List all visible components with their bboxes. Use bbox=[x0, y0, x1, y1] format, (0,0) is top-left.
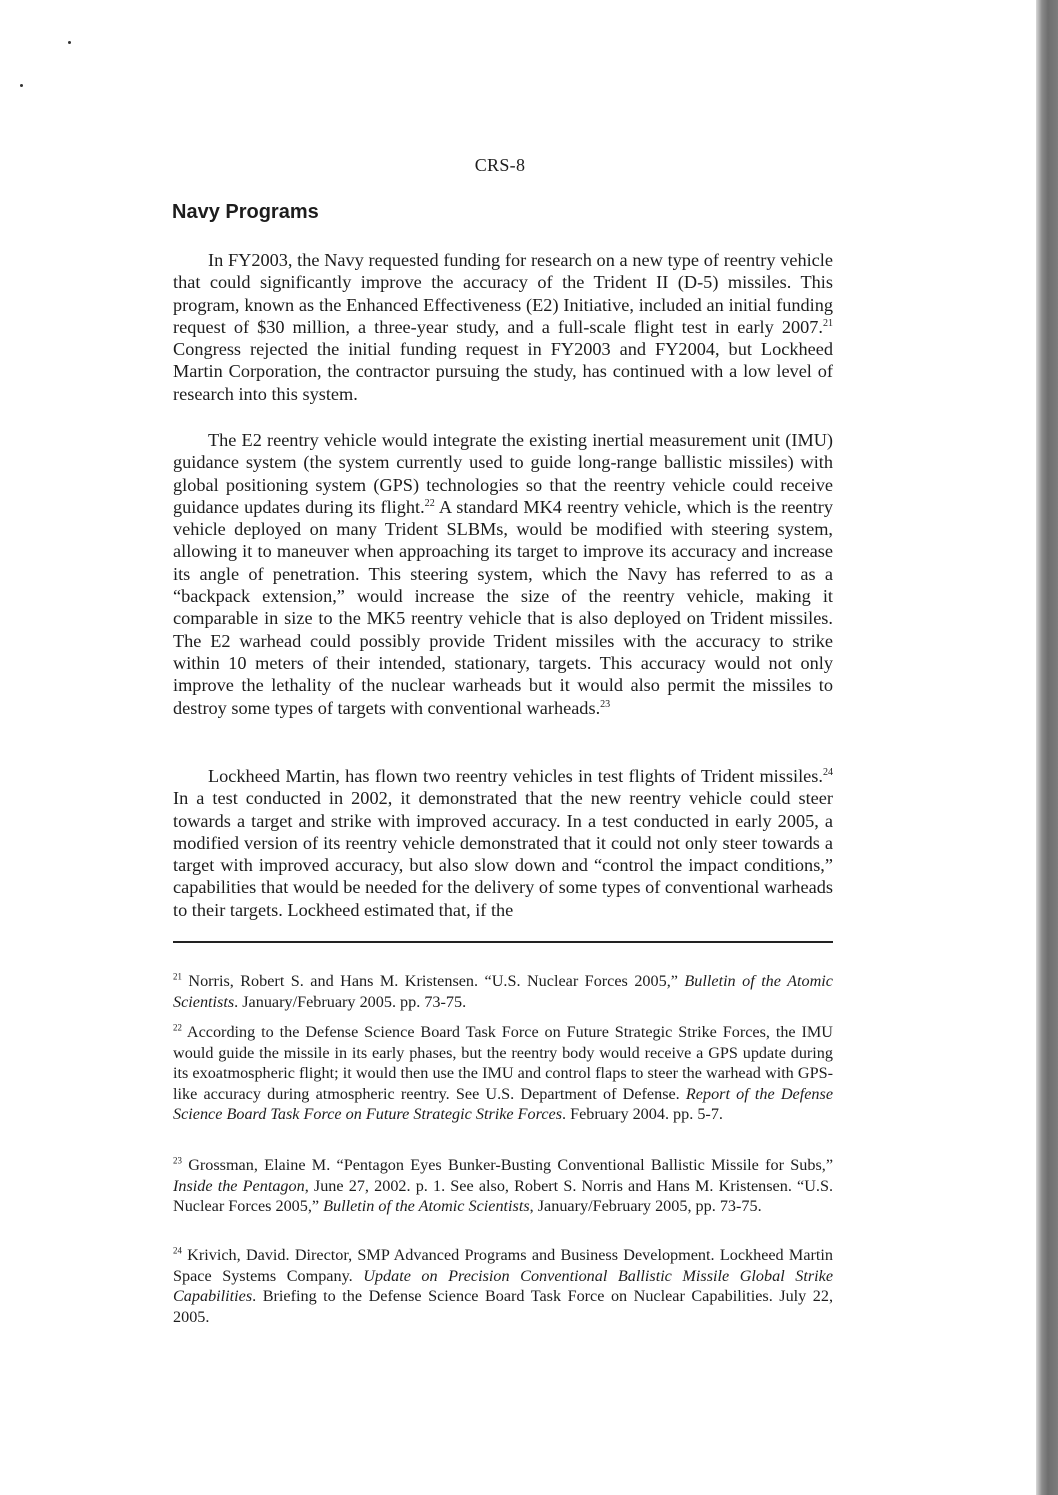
footnote-21 bbox=[173, 971, 833, 1012]
paragraph-text: A standard MK4 reentry vehicle, which is the reentry vehicle deployed on many Trident SLBMs, would be modified with steering system, allowing it to maneuver when approaching its target to improve its accuracy and increase its angle of penetration. This steering system, which the Navy has referred to as a “backpack extension,” would increase the size of the reentry vehicle, making it comparable in size to the MK5 reentry vehicle that is also deployed on Trident missiles. The E2 warhead could possibly provide Trident missiles with the accuracy to strike within 10 meters of their intended, stationary, targets. This accuracy would not only improve the lethality of the nuclear warheads but it would also permit the missiles to destroy some types of targets with conventional warheads. bbox=[173, 496, 833, 718]
footnote-ref-24: 24 bbox=[822, 766, 833, 778]
footnote-title: Bulletin of the Atomic Scientists bbox=[173, 972, 833, 1011]
footnote-title: Update on Precision Conventional Ballistic Missile Global Strike Capabilities bbox=[173, 1266, 834, 1305]
footnote-divider bbox=[173, 941, 833, 943]
footnote-text: . February 2004. pp. 5-7. bbox=[562, 1105, 723, 1123]
footnote-number: 24 bbox=[173, 1245, 182, 1256]
footnote-text: . Briefing to the Defense Science Board Task Force on Nuclear Capabilities. July 22, 2005. bbox=[173, 1287, 833, 1326]
scan-speck bbox=[68, 41, 71, 44]
footnote-text: , June 27, 2002. p. 1. See also, Robert S. Norris and Hans M. Kristensen. “U.S. Nuclear Forces 2005,” bbox=[173, 1176, 834, 1215]
footnote-23 bbox=[173, 1155, 833, 1217]
footnote-number: 21 bbox=[173, 971, 182, 982]
footnote-number: 23 bbox=[173, 1155, 182, 1166]
footnote-text: Grossman, Elaine M. “Pentagon Eyes Bunker-Busting Conventional Ballistic Missile for Subs,” bbox=[181, 1156, 833, 1174]
paragraph-text: In FY2003, the Navy requested funding for research on a new type of reentry vehicle that could significantly improve the accuracy of the Trident II (D-5) missiles. This program, known as the Enhanced Effectiveness (E2) Initiative, included an initial funding request of $30 million, a three-year study, and a full-scale flight test in early 2007. bbox=[173, 250, 833, 337]
footnote-title: Inside the Pentagon bbox=[173, 1176, 305, 1195]
footnote-ref-23: 23 bbox=[600, 698, 611, 710]
footnote-text: According to the Defense Science Board Task Force on Future Strategic Strike Forces, the IMU would guide the missile in its early phases, but the reentry body would receive a GPS update during its exoatmospheric flight; it would then use the IMU and control flaps to steer the warhead with GPS-like accuracy during atmospheric reentry. See U.S. Department of Defense. bbox=[173, 1023, 833, 1103]
paragraph-text: In a test conducted in 2002, it demonstrated that the new reentry vehicle could steer towards a target and strike with improved accuracy. In a test conducted in early 2005, a modified version of its reentry vehicle demonstrated that it could not only steer towards a target with improved accuracy, but also slow down and “control the impact conditions,” capabilities that would be needed for the delivery of some types of conventional warheads to their targets. Lockheed estimated that, if the bbox=[173, 788, 833, 920]
body-paragraph-3 bbox=[173, 765, 833, 921]
footnote-text: , January/February 2005, pp. 73-75. bbox=[529, 1197, 762, 1215]
scanned-page-edge bbox=[1036, 0, 1058, 1495]
paragraph-text: Congress rejected the initial funding request in FY2003 and FY2004, but Lockheed Martin Corporation, the contractor pursuing the study, has continued with a low level of research into this system. bbox=[173, 339, 833, 404]
paragraph-text: Lockheed Martin, has flown two reentry vehicles in test flights of Trident missiles. bbox=[208, 766, 823, 786]
footnote-title: Bulletin of the Atomic Scientists bbox=[323, 1197, 530, 1215]
footnote-text: . January/February 2005. pp. 73-75. bbox=[234, 992, 467, 1011]
paragraph-text: The E2 reentry vehicle would integrate the existing inertial measurement unit (IMU) guidance system (the system currently used to guide long-range ballistic missiles) with global positioning system (GPS) technologies so that the reentry vehicle could receive guidance updates during its flight. bbox=[173, 430, 833, 517]
scan-speck bbox=[20, 84, 23, 87]
footnote-text: Norris, Robert S. and Hans M. Kristensen. “U.S. Nuclear Forces 2005,” bbox=[181, 972, 685, 990]
section-heading: Navy Programs bbox=[172, 201, 319, 223]
footnote-text: Krivich, David. Director, SMP Advanced Programs and Business Development. Lockheed Martin Space Systems Company. bbox=[173, 1246, 833, 1285]
footnote-ref-21: 21 bbox=[822, 317, 833, 329]
footnote-ref-22: 22 bbox=[424, 497, 435, 509]
footnote-24 bbox=[173, 1245, 833, 1327]
body-paragraph-2 bbox=[173, 429, 833, 719]
footnote-number: 22 bbox=[173, 1022, 182, 1033]
footnote-22 bbox=[173, 1022, 833, 1125]
page-number: CRS-8 bbox=[474, 155, 526, 175]
body-paragraph-1 bbox=[173, 249, 833, 405]
footnote-title: Report of the Defense Science Board Task Force on Future Strategic Strike Forces bbox=[173, 1084, 834, 1123]
